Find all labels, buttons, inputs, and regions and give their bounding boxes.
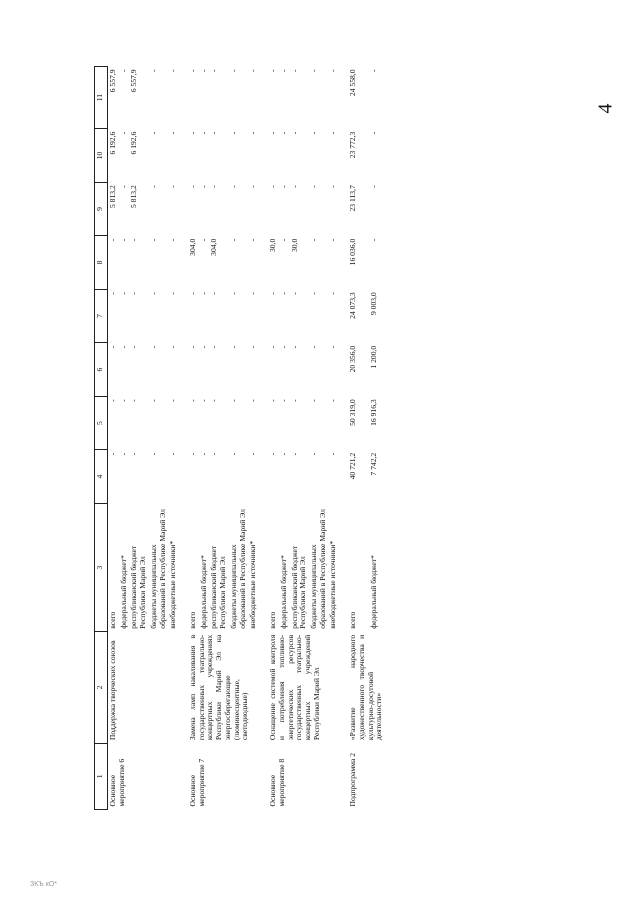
value-cell: - [198,185,208,188]
value-cell: - [368,131,378,135]
value-cell: 304,0 [188,238,198,256]
table-row [339,67,369,810]
budget-table [94,66,385,810]
value-cell: - [198,452,208,456]
value-cell: - [278,399,288,402]
value-cell: - [209,292,219,295]
column-number: 11 [95,67,108,129]
value-cell: - [129,452,139,456]
column-number: 7 [95,289,108,343]
value-cell: - [129,345,139,349]
funding-source: внебюджетные источники* [328,540,338,629]
value-cell: 23 772,3 [348,131,358,159]
value-cell: - [188,292,198,295]
funding-source: республиканский бюджет Республики Марий Эл [209,545,228,629]
funding-source: всего [108,611,117,629]
value-cell: - [308,292,318,295]
value-cell: - [248,345,258,349]
value-cell: - [368,238,378,242]
table-body [108,67,385,810]
value-cell: - [188,185,198,188]
group-title: Подпрограмма 2 [348,753,358,807]
value-cell: - [168,238,178,242]
value-cell: - [308,399,318,402]
value-cell: - [168,399,178,402]
table-row [108,67,119,810]
value-cell: - [268,185,278,188]
value-cell: - [198,292,208,295]
corner-scribble: ЗКЪ кО* [30,881,58,888]
value-cell: 50 319,0 [348,399,358,426]
value-cell: - [118,238,128,242]
value-cell: - [148,345,158,349]
value-cell: 6 557,9 [129,69,139,93]
value-cell: - [308,345,318,349]
value-cell: - [308,69,318,73]
value-cell: - [248,131,258,135]
value-cell: 6 192,6 [129,131,139,155]
value-cell: - [278,292,288,295]
value-cell: - [308,131,318,135]
value-cell: - [118,345,128,349]
value-cell: 16 916,3 [368,399,378,426]
funding-source: республиканский бюджет Республики Марий Эл [289,545,308,629]
value-cell: - [228,185,238,188]
value-cell: 23 113,7 [348,185,358,212]
group-title: Основное мероприятие 7 [188,758,206,807]
value-cell: - [108,238,117,242]
value-cell: - [268,292,278,295]
value-cell: - [278,345,288,349]
value-cell: - [328,131,338,135]
value-cell: - [228,292,238,295]
column-number: 3 [95,503,108,631]
column-number: 8 [95,236,108,290]
value-cell: - [308,452,318,456]
value-cell: 40 721,2 [348,452,358,480]
value-cell: - [198,131,208,135]
value-cell: - [168,452,178,456]
value-cell: - [308,185,318,188]
column-number-row [95,67,108,810]
value-cell: - [148,292,158,295]
column-number: 9 [95,182,108,236]
value-cell: - [268,131,278,135]
column-number: 10 [95,129,108,183]
value-cell: - [248,185,258,188]
value-cell: - [148,69,158,73]
group-description: Поддержка творческих союзов [108,640,117,741]
funding-source: бюджеты муниципальных образований в Республике Марий Эл [148,509,167,629]
value-cell: 9 003,0 [368,292,378,316]
value-cell: - [129,292,139,295]
value-cell: 30,0 [289,238,299,253]
value-cell: - [168,185,178,188]
value-cell: - [118,185,128,188]
group-title: Основное мероприятие 6 [108,758,126,807]
value-cell: - [148,185,158,188]
value-cell: - [148,452,158,456]
value-cell: - [148,131,158,135]
value-cell: - [268,69,278,73]
value-cell: - [248,399,258,402]
value-cell: - [129,238,139,242]
value-cell: - [328,452,338,456]
value-cell: - [268,452,278,456]
value-cell: - [248,69,258,73]
value-cell: - [118,399,128,402]
value-cell: - [168,292,178,295]
funding-source: всего [348,611,358,629]
table-row [259,67,279,810]
value-cell: - [188,69,198,73]
funding-source: федеральный бюджет* [278,555,288,629]
value-cell: - [248,452,258,456]
value-cell: 1 200,0 [368,345,378,369]
value-cell: - [268,345,278,349]
value-cell: - [289,345,299,349]
value-cell: - [209,185,219,188]
value-cell: 6 557,9 [108,69,117,93]
value-cell: - [108,399,117,402]
funding-source: федеральный бюджет* [198,555,208,629]
value-cell: - [198,345,208,349]
group-description: Замена ламп накаливания в государственных театрально-концертных учреждениях Республики Марий Эл на энергосберегающие (люминесцентные, светодиодные) [188,634,250,741]
value-cell: - [209,452,219,456]
value-cell: - [188,452,198,456]
group-description: «Развитие народного художественного творчества и культурно-досуговой деятельности» [348,634,384,741]
value-cell: - [278,238,288,242]
value-cell: - [148,238,158,242]
group-title: Основное мероприятие 8 [268,758,286,807]
value-cell: - [328,185,338,188]
value-cell: - [168,69,178,73]
value-cell: - [289,69,299,73]
value-cell: - [248,292,258,295]
value-cell: - [289,131,299,135]
value-cell: - [278,131,288,135]
value-cell: - [278,452,288,456]
value-cell: 24 073,3 [348,292,358,319]
value-cell: - [328,69,338,73]
page-number: 4 [594,103,617,114]
value-cell: - [209,345,219,349]
value-cell: - [168,131,178,135]
funding-source: федеральный бюджет* [368,555,378,629]
value-cell: 30,0 [268,238,278,253]
value-cell: - [289,185,299,188]
value-cell: - [188,345,198,349]
value-cell: - [228,345,238,349]
value-cell: - [228,238,238,242]
funding-source: всего [188,611,198,629]
value-cell: - [209,69,219,73]
value-cell: - [328,238,338,242]
value-cell: - [108,345,117,349]
funding-source: внебюджетные источники* [248,540,258,629]
value-cell: - [289,452,299,456]
value-cell: - [278,185,288,188]
funding-source: бюджеты муниципальных образований в Республике Марий Эл [308,509,327,629]
value-cell: - [118,452,128,456]
value-cell: 7 742,2 [368,452,378,476]
value-cell: - [198,399,208,402]
value-cell: - [198,238,208,242]
value-cell: - [108,292,117,295]
value-cell: 20 356,0 [348,345,358,373]
value-cell: - [328,399,338,402]
value-cell: - [118,69,128,73]
value-cell: - [198,69,208,73]
value-cell: - [108,452,117,456]
value-cell: - [368,69,378,73]
value-cell: - [368,185,378,188]
value-cell: - [129,399,139,402]
value-cell: - [289,399,299,402]
column-number: 4 [95,450,108,504]
value-cell: - [209,399,219,402]
value-cell: - [228,69,238,73]
column-number: 2 [95,632,108,743]
funding-source: внебюджетные источники* [168,540,178,629]
value-cell: - [308,238,318,242]
value-cell: - [168,345,178,349]
value-cell: 304,0 [209,238,219,256]
value-cell: - [278,69,288,73]
value-cell: - [268,399,278,402]
column-number: 6 [95,343,108,397]
value-cell: - [328,292,338,295]
funding-source: республиканский бюджет Республики Марий Эл [129,545,148,629]
value-cell: - [209,131,219,135]
value-cell: - [228,399,238,402]
value-cell: - [188,399,198,402]
value-cell: - [118,131,128,135]
column-number: 1 [95,743,108,809]
value-cell: - [228,131,238,135]
value-cell: 6 192,6 [108,131,117,155]
funding-source: бюджеты муниципальных образований в Республике Марий Эл [228,509,247,629]
value-cell: - [118,292,128,295]
value-cell: - [228,452,238,456]
value-cell: 24 558,0 [348,69,358,97]
column-number: 5 [95,396,108,450]
rotated-table-container [94,66,554,810]
table-row [179,67,199,810]
value-cell: 5 813,2 [129,185,139,209]
value-cell: - [248,238,258,242]
value-cell: - [328,345,338,349]
funding-source: всего [268,611,278,629]
value-cell: 16 036,0 [348,238,358,266]
funding-source: федеральный бюджет* [118,555,128,629]
value-cell: - [289,292,299,295]
value-cell: - [188,131,198,135]
value-cell: - [148,399,158,402]
value-cell: 5 813,2 [108,185,117,209]
group-description: Оснащение системой контроля и потребления топливно-энергетических ресурсов государственных театрально-концертных учреждений Республики Марий Эл [268,634,321,741]
